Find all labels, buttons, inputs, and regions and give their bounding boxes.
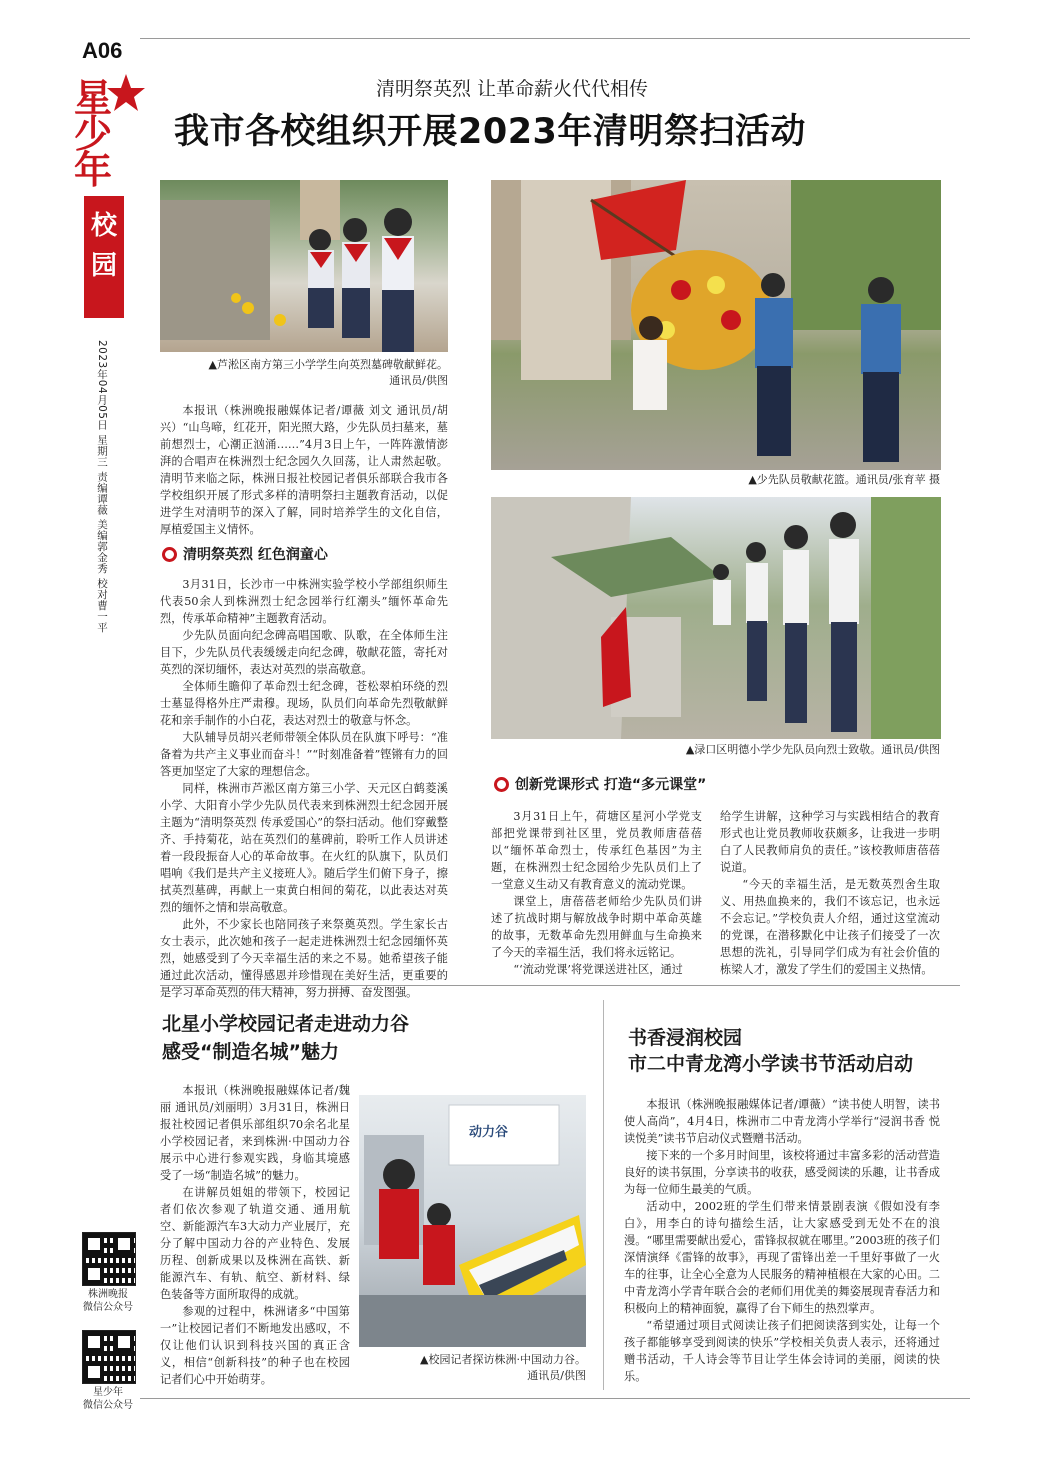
subhead-2-text: 创新党课形式 打造“多元课堂” xyxy=(515,777,707,793)
photo2-caption: ▲少先队员敬献花篮。通讯员/张育苹 摄 xyxy=(748,473,940,486)
story2-para: 参观的过程中，株洲诸多“中国第一”让校园记者们不断地发出感叹，不仅让他们认识到科技兴国的真正含义，相信“创新科技”的种子也在校园记者们心中开始萌芽。 xyxy=(160,1305,350,1386)
story2-headline-2: 感受“制造名城”魅力 xyxy=(162,1041,339,1063)
qr2-label: 星少年 微信公众号 xyxy=(83,1387,133,1411)
photo1-caption: ▲芦淞区南方第三小学学生向英烈墓碑敬献鲜花。 通讯员/供图 xyxy=(208,358,448,387)
story2-photo-caption: ▲校园记者探访株洲·中国动力谷。 通讯员/供图 xyxy=(420,1353,586,1382)
headline: 我市各校组织开展2023年清明祭扫活动 xyxy=(174,112,806,152)
section-divider xyxy=(160,985,960,986)
brand-text: 星少年 xyxy=(74,76,113,192)
sub2-col1 xyxy=(491,808,702,978)
qr1-label: 株洲晚报 微信公众号 xyxy=(83,1289,133,1313)
story2-headline-1: 北星小学校园记者走进动力谷 xyxy=(162,1013,410,1035)
sub2-para: “‘流动党课’将党课送进社区，通过 xyxy=(513,963,683,976)
photo-flower-basket xyxy=(491,180,941,470)
story3-para: 本报讯（株洲晚报融媒体记者/谭薇）“读书使人明智，读书使人高尚”，4月4日，株洲市二中青龙湾小学举行“浸润书香 悦读悦美”读书节启动仪式暨赠书活动。 xyxy=(624,1098,940,1145)
subhead-2 xyxy=(494,774,706,794)
story3-text xyxy=(624,1096,940,1385)
exhibit-sign: 动力谷 xyxy=(469,1125,509,1140)
story3-para: 活动中，2002班的学生们带来情景剧表演《假如没有李白》，用李白的诗句描绘生活，让大家感受到无处不在的浪漫。“哪里需要献出爱心，雷锋叔叔就在哪里。”2003班的孩子们深情演绎《雷锋的故事》，再现了雷锋出差一千里好事做了一火车的往事，让全心全意为人民服务的精神植根在大家的心田。二中青龙湾小学青年联合会的老师们用优美的舞姿展现青春活力和积极向上的精神面貌，赢得了台下师生的热烈掌声。 xyxy=(624,1200,940,1315)
subhead-1 xyxy=(162,544,328,564)
section-tag xyxy=(84,196,124,318)
sub1-para: 全体师生瞻仰了革命烈士纪念碑，苍松翠柏环绕的烈士墓显得格外庄严肃穆。现场，队员们向革命先烈敬献鲜花和亲手制作的小白花，表达对烈士的敬意与怀念。 xyxy=(160,680,448,727)
bullet-ring-icon xyxy=(162,547,177,562)
sub2-para: 课堂上，唐蓓蓓老师给少先队员们讲述了抗战时期与解放战争时期中革命英雄的故事，无数革命先烈用鲜血与生命换来了今天的幸福生活，我们将永远铭记。 xyxy=(491,895,702,959)
story2-para: 本报讯（株洲晚报融媒体记者/魏丽 通讯员/刘丽明）3月31日，株洲日报社校园记者俱乐部组织70余名北星小学校园记者，来到株洲·中国动力谷展示中心进行参观实践，身临其境感受了一场“制造名城”的魅力。 xyxy=(160,1084,350,1182)
story3-headline-1: 书香浸润校园 xyxy=(628,1027,743,1049)
photo3-caption: ▲渌口区明德小学少先队员向烈士致敬。通讯员/供图 xyxy=(685,743,940,756)
qr-code xyxy=(82,1232,136,1286)
intro-text xyxy=(160,402,448,538)
bullet-ring-icon xyxy=(494,777,509,792)
sub1-para: 少先队员面向纪念碑高唱国歌、队歌，在全体师生注目下，少先队员代表缓缓走向纪念碑，敬献花篮，寄托对英烈的深切缅怀，表达对英烈的崇高敬意。 xyxy=(160,629,448,676)
sub2-para: 3月31日上午，荷塘区星河小学党支部把党课带到社区里，党员教师唐蓓蓓以“缅怀革命烈士，传承红色基因”为主题，在株洲烈士纪念园给少先队员们上了一堂意义生动又有教育意义的流动党课。 xyxy=(491,810,702,891)
story3-para: “希望通过项目式阅读让孩子们把阅读落到实处，让每一个孩子都能够享受到阅读的快乐”学校相关负责人表示，还将通过赠书活动，千人诗会等节目让学生体会诗词的美丽，阅读的快乐。 xyxy=(624,1319,940,1383)
subhead-1-text: 清明祭英烈 红色润童心 xyxy=(183,547,328,563)
story2-text xyxy=(160,1082,350,1388)
qr-code-2 xyxy=(82,1330,136,1384)
story2-para: 在讲解员姐姐的带领下，校园记者们依次参观了轨道交通、通用航空、新能源汽车3大动力产业展厅，充分了解中国动力谷的产业特色、发展历程、创新成果以及株洲在高铁、新能源汽车、有轨、航空、新材料、绿色装备等方面所取得的成就。 xyxy=(160,1186,350,1301)
sub2-col2 xyxy=(720,808,940,978)
column-divider xyxy=(603,1000,604,1390)
intro-paragraph: 本报讯（株洲晚报融媒体记者/谭薇 刘文 通讯员/胡兴）“山鸟啼，红花开，阳光照大路，少先队员扫墓来，墓前想烈士，心潮正汹涌……”4月3日上午，一阵阵激情澎湃的合唱声在株洲烈士纪念园久久回荡，让人肃然起敬。清明节来临之际，株洲日报社校园记者俱乐部联合我市各学校组织开展了形式多样的清明祭扫主题教育活动，以促进学生对清明节的深入了解，同时培养学生的文化自信，厚植爱国主义情怀。 xyxy=(160,404,448,536)
sub1-para: 同样，株洲市芦淞区南方第三小学、天元区白鹤菱溪小学、大阳育小学少先队员代表来到株洲烈士纪念园开展主题为“清明祭英烈 传承爱国心”的祭扫活动。他们穿戴整齐、手持菊花，站在英烈们的墓碑前，聆听工作人员讲述着一段段振奋人心的革命故事。在火红的队旗下，队员们唱响《我们是共产主义接班人》。随后学生们俯下身子，擦拭英烈墓碑，再献上一束黄白相间的菊花，以此表达对英烈的缅怀之情和崇高敬意。 xyxy=(160,782,448,914)
story3-headline-2: 市二中青龙湾小学读书节活动启动 xyxy=(628,1053,914,1075)
page-number: A06 xyxy=(82,38,123,63)
photo-train-exhibit xyxy=(359,1095,586,1347)
story3-para: 接下来的一个多月时间里，该校将通过丰富多彩的活动营造良好的读书氛围，分享读书的收获，感受阅读的乐趣，让书香成为每一位师生最美的气质。 xyxy=(624,1149,940,1196)
sub2-para: “今天的幸福生活，是无数英烈舍生取义、用热血换来的，我们不该忘记，也永远不会忘记。”学校负责人介绍，通过这堂流动的党课，在潜移默化中让孩子们接受了一次思想的洗礼，引导同学们成为有社会价值的栋梁人才，激发了学生们的爱国主义热情。 xyxy=(720,878,940,976)
sub1-text xyxy=(160,576,448,1001)
masthead-vertical: 2023年04月05日 星期三 责编谭薇 美编郭金秀 校对曹一平 xyxy=(96,340,108,633)
section-label: 校园 xyxy=(90,211,117,281)
sub1-para: 大队辅导员胡兴老师带领全体队员在队旗下呼号：“准备着为共产主义事业而奋斗！”“时刻准备着”铿锵有力的回答更加坚定了大家的理想信念。 xyxy=(160,731,448,778)
photo-salute xyxy=(491,497,941,739)
kicker: 清明祭英烈 让革命薪火代代相传 xyxy=(376,78,649,100)
sub1-para: 3月31日，长沙市一中株洲实验学校小学部组织师生代表50余人到株洲烈士纪念园举行红潮头”缅怀革命先烈，传承革命精神”主题教育活动。 xyxy=(160,578,448,625)
sub2-para: 给学生讲解，这种学习与实践相结合的教育形式也让党员教师收获颇多，让我进一步明白了人民教师肩负的责任。”该校教师唐蓓蓓说道。 xyxy=(720,810,940,874)
sub1-para: 此外，不少家长也陪同孩子来祭奠英烈。学生家长古女士表示，此次她和孩子一起走进株洲烈士纪念园缅怀英烈，她感受到了今天幸福生活的来之不易。她希望孩子能通过此次活动，懂得感恩并珍惜现在美好生活，更重要的是学习革命英烈的伟大精神，努力拼搏、奋发图强。 xyxy=(160,918,448,999)
top-rule xyxy=(140,38,970,39)
brand-logo xyxy=(74,72,146,190)
photo-students-flowers xyxy=(160,180,448,352)
bottom-rule xyxy=(140,1398,970,1399)
